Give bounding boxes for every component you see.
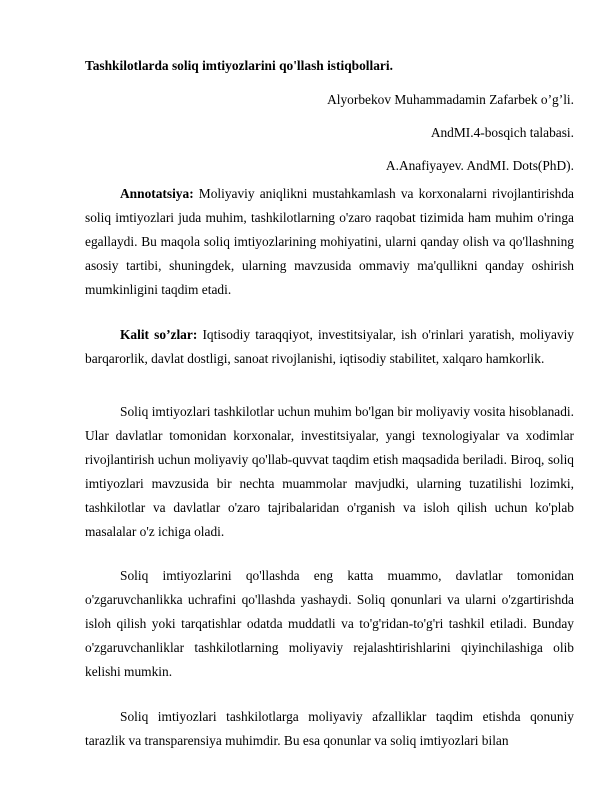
body-paragraph-1: Soliq imtiyozlari tashkilotlar uchun muhim bo'lgan bir moliyaviy vosita hisoblanadi. Ular davlatlar tomonidan korxonalar, investitsiyalar, yangi texnologiyalar va xodimlar rivojlantirish uchun moliyaviy qo'llab-quvvat taqdim etish maqsadida beriladi. Biroq, soliq imtiyozlari mavzusida bir nechta muammolar mavjudki, ularning tuzatilishi lozimki, tashkilotlar va davlatlar o'zaro tajribalaridan o'rganish va isloh qilish uchun ko'plab masalalar o'z ichiga oladi. (85, 404, 574, 540)
body-paragraph-2: Soliq imtiyozlarini qo'llashda eng katta muammo, davlatlar tomonidan o'zgaruvchanlikka uchrafini qo'llashda yashaydi. Soliq qonunlari va ularni o'zgartirishda isloh qilish yoki tarqatishlar odatda muddatli va to'g'ridan-to'g'ri tashkil etiladi. Bunday o'zgaruvchanliklar tashkilotlarning moliyaviy rejalashtirishlarini qiyinchilashiga olib kelishi mumkin. (85, 568, 574, 680)
author-affiliation: AndMI.4-bosqich talabasi. (430, 125, 574, 140)
document-title: Tashkilotlarda soliq imtiyozlarini qo'llash istiqbollari. (85, 58, 393, 73)
keywords-label: Kalit so’zlar: (120, 327, 198, 342)
keywords-text: Iqtisodiy taraqqiyot, investitsiyalar, ish o'rinlari yaratish, moliyaviy barqarorlik, davlat dostligi, sanoat rivojlanishi, iqtisodiy stabilitet, xalqaro hamkorlik. (85, 327, 574, 367)
supervisor-line: A.Anafiyayev. AndMI. Dots(PhD). (385, 158, 574, 173)
author-name: Alyorbekov Muhammadamin Zafarbek o’g’li. (327, 92, 574, 107)
body-paragraph-3: Soliq imtiyozlari tashkilotlarga moliyaviy afzalliklar taqdim etishda qonuniy tarazlik va transparensiya muhimdir. Bu esa qonunlar va soliq imtiyozlari bilan (85, 709, 574, 749)
annotation-text: Moliyaviy aniqlikni mustahkamlash va korxonalarni rivojlantirishda soliq imtiyozlari juda muhim, tashkilotlarning o'zaro raqobat tizimida ham muhim o'ringa egallaydi. Bu maqola soliq imtiyozlarining mohiyatini, ularni qanday olish va qo'llashning asosiy tartibi, shuningdek, ularning mavzusida ommaviy ma'qullikni qanday oshirish mumkinligini taqdim etadi. (85, 186, 574, 298)
annotation-paragraph (85, 182, 574, 302)
keywords-paragraph (85, 323, 574, 371)
annotation-label: Annotatsiya: (120, 186, 194, 201)
